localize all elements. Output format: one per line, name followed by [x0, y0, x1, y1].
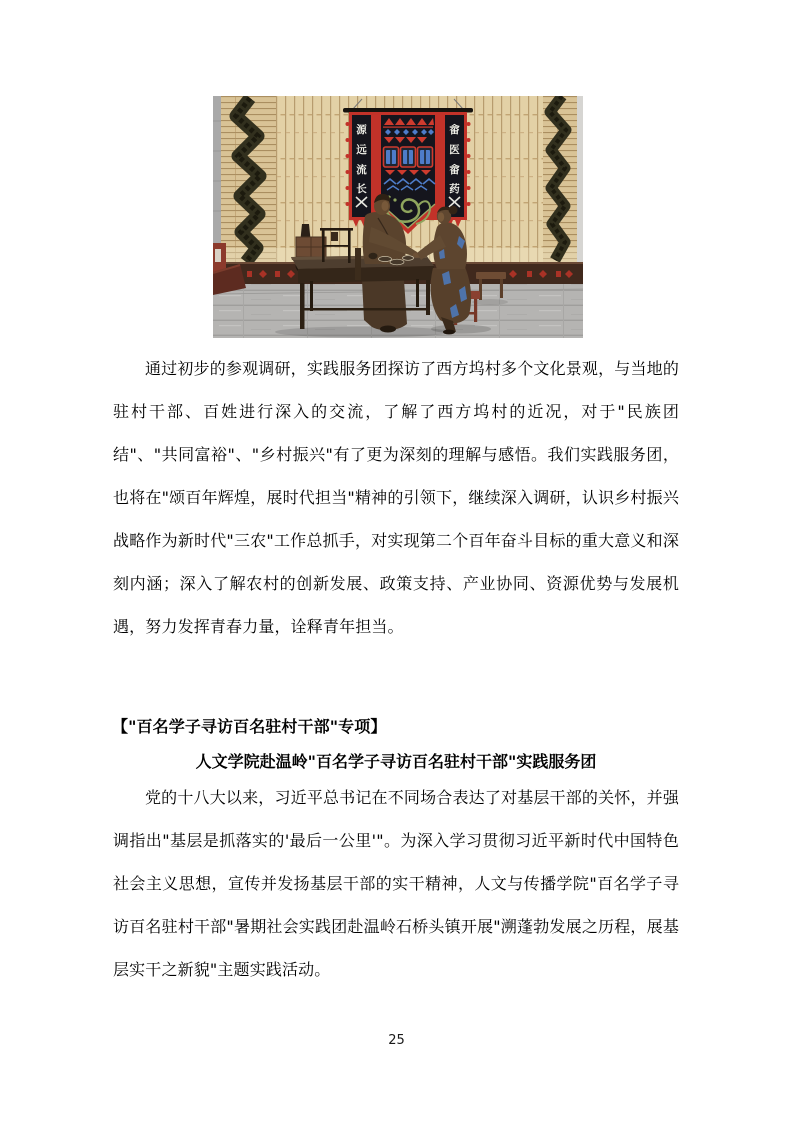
- paragraph-program-intro: 党的十八大以来，习近平总书记在不同场合表达了对基层干部的关怀，并强调指出"基层是抓落实的'最后一公里'"。为深入学习贯彻习近平新时代中国特色社会主义思想，宣传并发扬基层干部的实干精神，人文与传播学院"百名学子寻访百名驻村干部"暑期社会实践团赴温岭石桥头镇开展"溯蓬勃发展之历程，展基层实干之新貌"主题实践活动。: [113, 788, 679, 979]
- tapestry-char: 畲: [449, 124, 460, 136]
- tapestry-char: 源: [356, 124, 367, 136]
- paragraph-visit-summary: 通过初步的参观调研，实践服务团探访了西方坞村多个文化景观，与当地的驻村干部、百姓进行深入的交流，了解了西方坞村的近况，对于"民族团结"、"共同富裕"、"乡村振兴"有了更为深刻的理解与感悟。我们实践服务团，也将在"颂百年辉煌，展时代担当"精神的引领下，继续深入调研，认识乡村振兴战略作为新时代"三农"工作总抓手，对实现第二个百年奋斗目标的重大意义和深刻内涵；深入了解农村的创新发展、政策支持、产业协同、资源优势与发展机遇，努力发挥青春力量，诠释青年担当。: [113, 359, 679, 636]
- tapestry-char: 远: [356, 144, 367, 156]
- tapestry-char: 医: [449, 144, 460, 156]
- tapestry-char: 畲: [449, 164, 460, 176]
- exhibit-photo: [213, 96, 583, 338]
- team-subtitle: 人文学院赴温岭"百名学子寻访百名驻村干部"实践服务团: [195, 752, 597, 771]
- tapestry-char: 药: [449, 183, 460, 195]
- tapestry-char: 长: [356, 183, 367, 195]
- page-number: 25: [388, 1033, 405, 1048]
- exhibit-photo-graphic: [213, 96, 583, 338]
- tapestry-char: 流: [356, 164, 367, 176]
- section-heading: 【"百名学子寻访百名驻村干部"专项】: [112, 717, 387, 736]
